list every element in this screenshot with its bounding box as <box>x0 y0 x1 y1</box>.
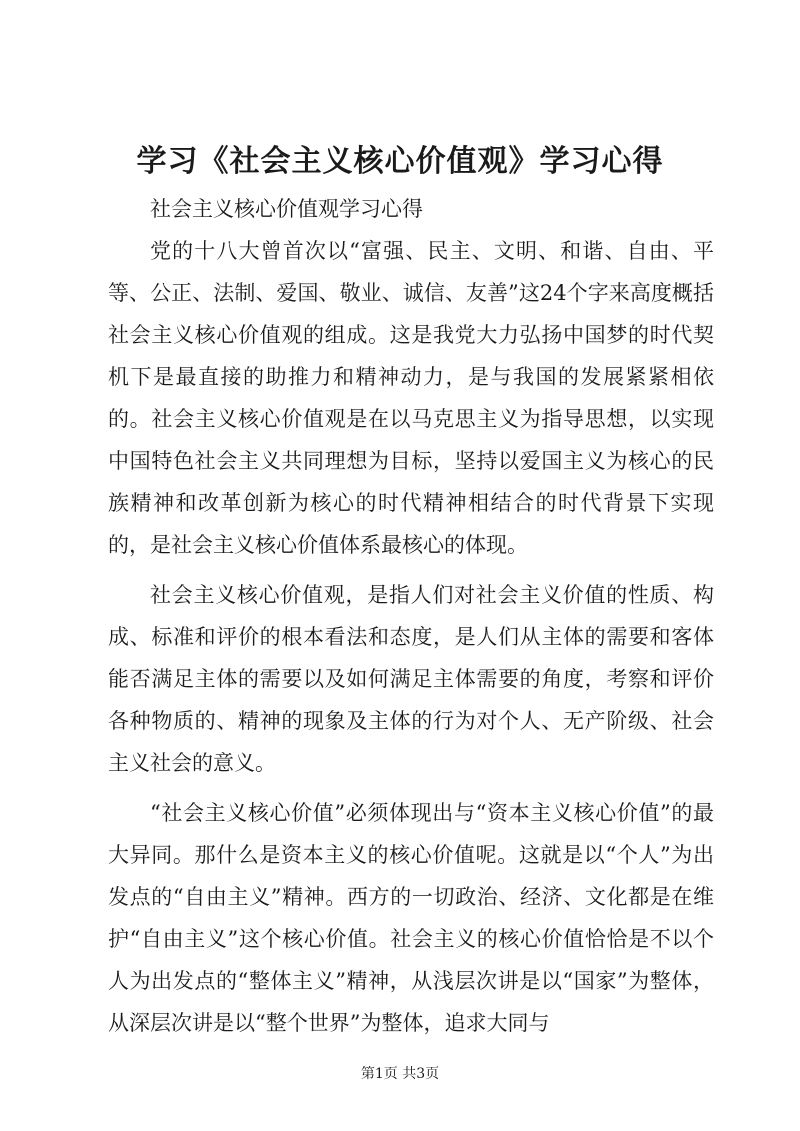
page-number-footer: 第1页 共3页 <box>360 1066 440 1082</box>
document-body <box>108 188 714 1044</box>
document-title: 学习《社会主义核心价值观》学习心得 <box>136 144 664 179</box>
document-subtitle: 社会主义核心价值观学习心得 <box>150 197 423 221</box>
paragraph-2: 社会主义核心价值观，是指人们对社会主义价值的性质、构成、标准和评价的根本看法和态度，是人们从主体的需要和客体能否满足主体的需要以及如何满足主体需要的角度，考察和评价各种物质的、精神的现象及主体的行为对个人、无产阶级、社会主义社会的意义。 <box>108 583 714 775</box>
paragraph-1: 党的十八大曾首次以“富强、民主、文明、和谐、自由、平等、公正、法制、爱国、敬业、诚信、友善”这24个字来高度概括社会主义核心价值观的组成。这是我党大力弘扬中国梦的时代契机下是最直接的助推力和精神动力，是与我国的发展紧紧相依的。社会主义核心价值观是在以马克思主义为指导思想，以实现中国特色社会主义共同理想为目标，坚持以爱国主义为核心的民族精神和改革创新为核心的时代精神相结合的时代背景下实现的，是社会主义核心价值体系最核心的体现。 <box>108 239 714 557</box>
paragraph-3: “社会主义核心价值”必须体现出与“资本主义核心价值”的最大异同。那什么是资本主义的核心价值呢。这就是以“个人”为出发点的“自由主义”精神。西方的一切政治、经济、文化都是在维护“自由主义”这个核心价值。社会主义的核心价值恰恰是不以个人为出发点的“整体主义”精神，从浅层次讲是以“国家”为整体，从深层次讲是以“整个世界”为整体，追求大同与 <box>108 801 714 1035</box>
